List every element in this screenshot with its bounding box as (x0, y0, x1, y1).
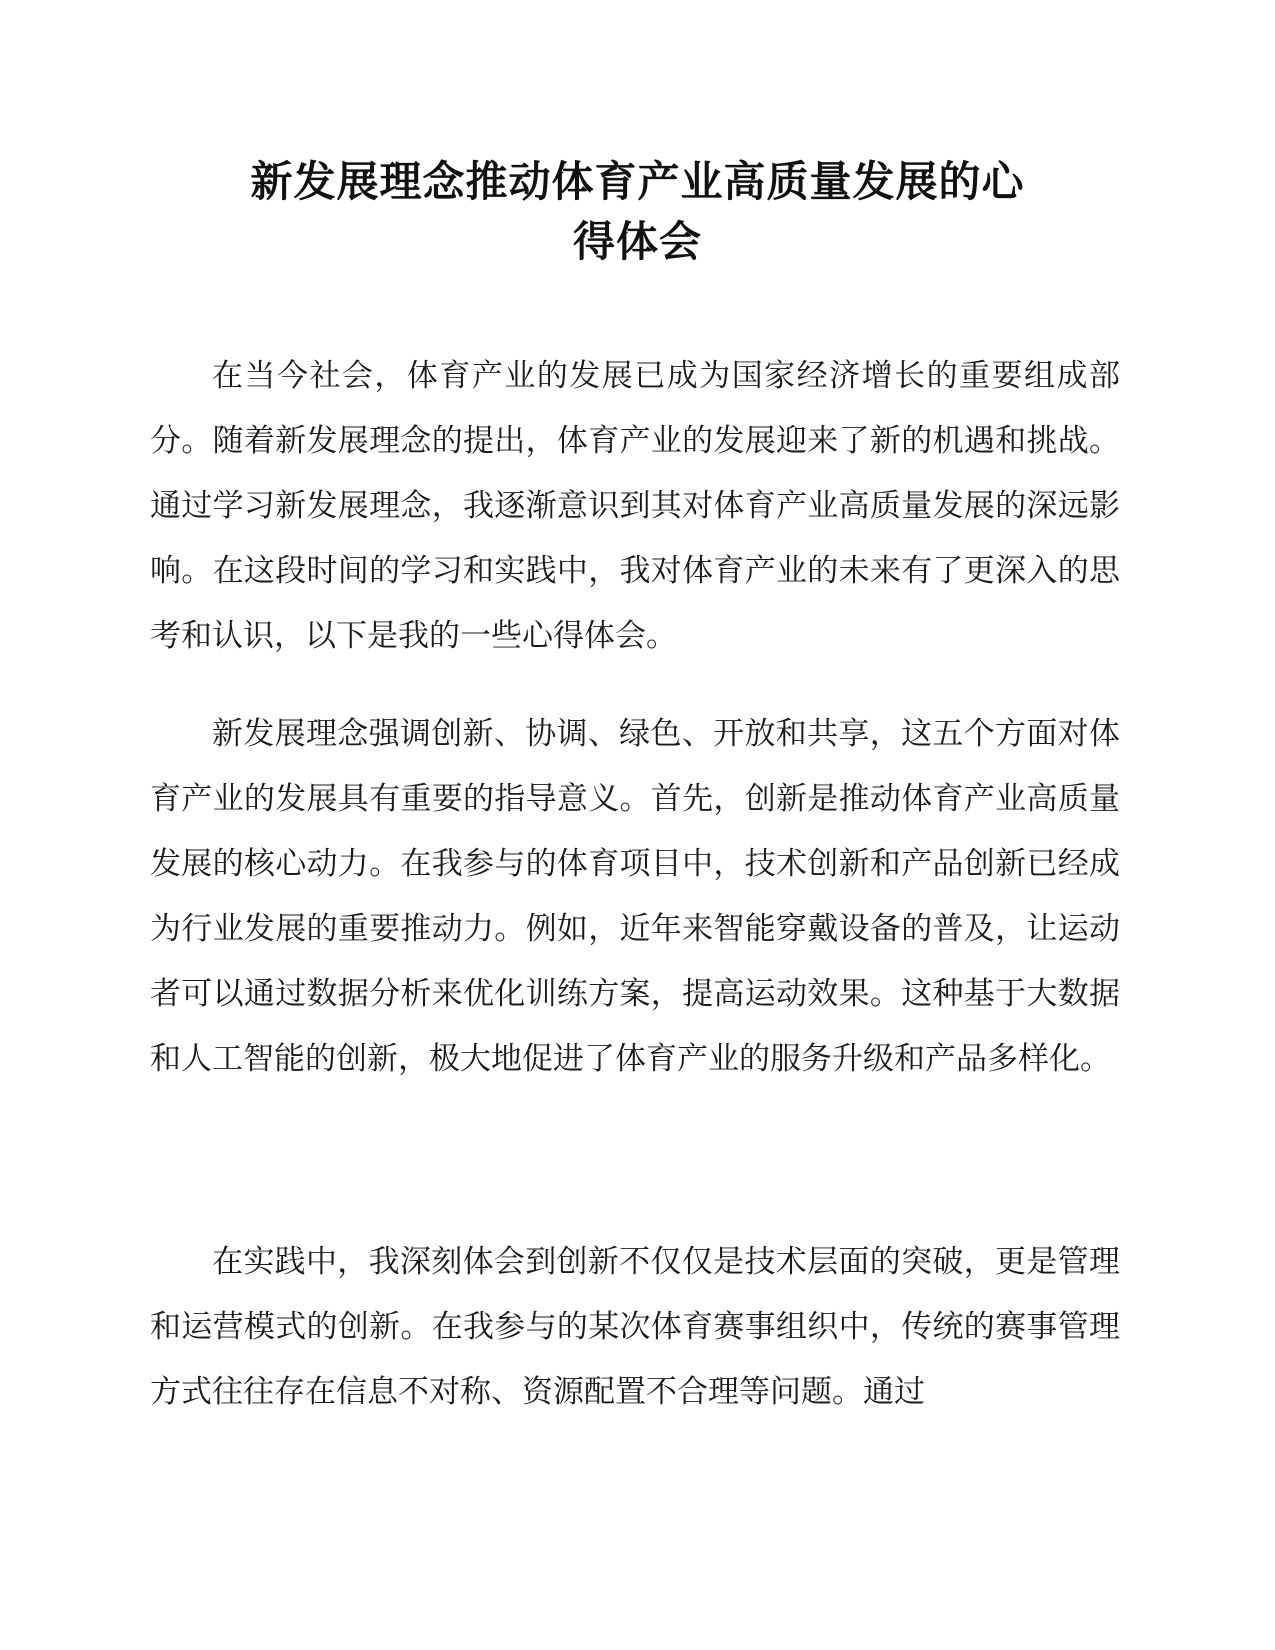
paragraph-2: 新发展理念强调创新、协调、绿色、开放和共享，这五个方面对体育产业的发展具有重要的指导意义。首先，创新是推动体育产业高质量发展的核心动力。在我参与的体育项目中，技术创新和产品创新已经成为行业发展的重要推动力。例如，近年来智能穿戴设备的普及，让运动者可以通过数据分析来优化训练方案，提高运动效果。这种基于大数据和人工智能的创新，极大地促进了体育产业的服务升级和产品多样化。 (150, 716, 1120, 1077)
title-line-1: 新发展理念推动体育产业高质量发展的心 (250, 157, 1025, 206)
document-title (150, 152, 1125, 272)
title-line-2: 得体会 (572, 217, 702, 266)
paragraph-1: 在当今社会，体育产业的发展已成为国家经济增长的重要组成部分。随着新发展理念的提出，体育产业的发展迎来了新的机遇和挑战。通过学习新发展理念，我逐渐意识到其对体育产业高质量发展的深远影响。在这段时间的学习和实践中，我对体育产业的未来有了更深入的思考和认识，以下是我的一些心得体会。 (150, 358, 1120, 654)
paragraph-3: 在实践中，我深刻体会到创新不仅仅是技术层面的突破，更是管理和运营模式的创新。在我参与的某次体育赛事组织中，传统的赛事管理方式往往存在信息不对称、资源配置不合理等问题。通过 (150, 1244, 1120, 1410)
